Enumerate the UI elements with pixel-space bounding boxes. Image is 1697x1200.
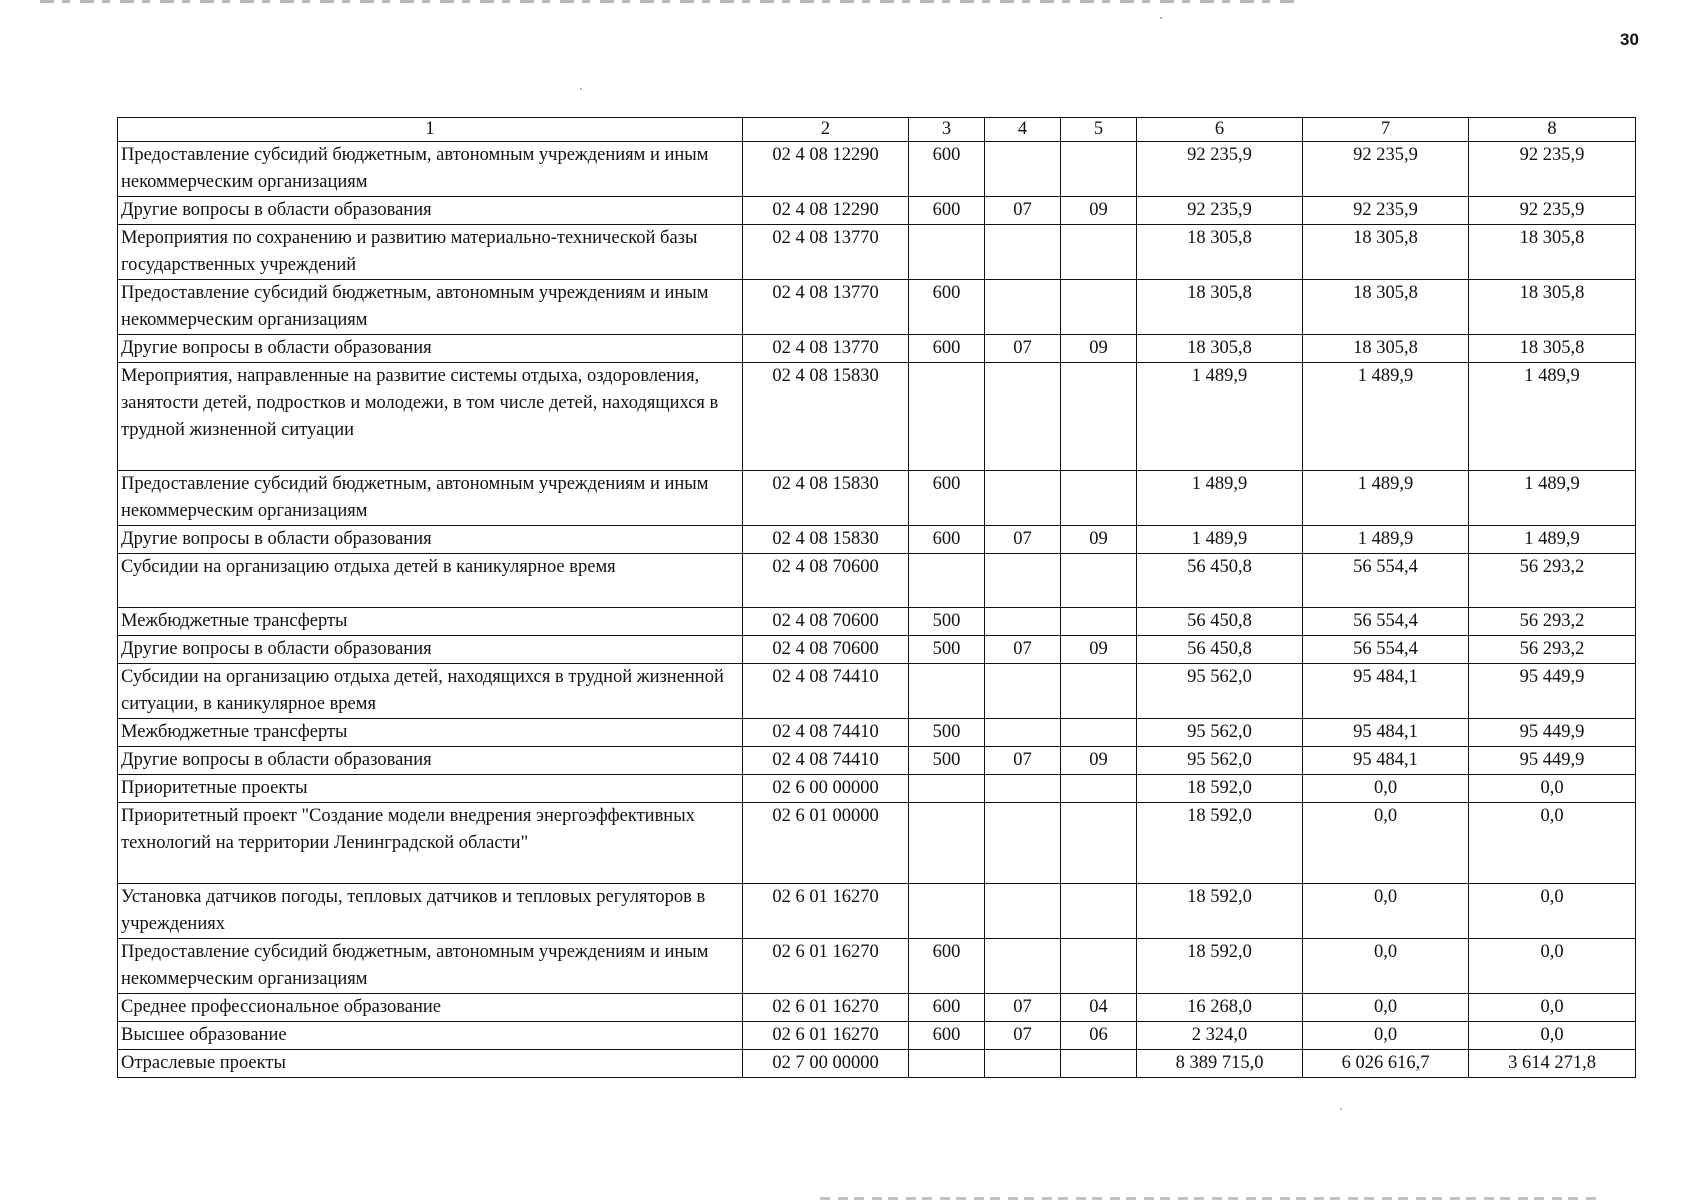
cell-value: 56 450,8 <box>1137 636 1303 664</box>
table-row <box>118 719 1636 747</box>
cell-subsection <box>1061 664 1137 719</box>
cell-value: 95 484,1 <box>1303 664 1469 719</box>
cell-subsection <box>1061 939 1137 994</box>
header-cell: 7 <box>1303 118 1469 142</box>
cell-subsection <box>1061 719 1137 747</box>
header-cell: 3 <box>909 118 985 142</box>
header-row <box>118 118 1636 142</box>
cell-value: 1 489,9 <box>1469 526 1636 554</box>
cell-code: 02 4 08 15830 <box>743 526 909 554</box>
table-row <box>118 608 1636 636</box>
cell-subsection: 09 <box>1061 197 1137 225</box>
cell-value: 1 489,9 <box>1303 471 1469 526</box>
cell-code: 02 6 01 16270 <box>743 939 909 994</box>
table-row <box>118 280 1636 335</box>
table-row <box>118 335 1636 363</box>
cell-type: 600 <box>909 1022 985 1050</box>
cell-type: 600 <box>909 335 985 363</box>
header-cell: 1 <box>118 118 743 142</box>
cell-code: 02 7 00 00000 <box>743 1050 909 1078</box>
cell-value: 6 026 616,7 <box>1303 1050 1469 1078</box>
cell-section <box>985 803 1061 884</box>
cell-value: 1 489,9 <box>1303 363 1469 471</box>
header-cell: 8 <box>1469 118 1636 142</box>
table-row <box>118 142 1636 197</box>
table-row <box>118 884 1636 939</box>
cell-value: 18 305,8 <box>1469 335 1636 363</box>
cell-section: 07 <box>985 994 1061 1022</box>
cell-value: 92 235,9 <box>1303 142 1469 197</box>
cell-value: 56 554,4 <box>1303 636 1469 664</box>
cell-code: 02 4 08 74410 <box>743 719 909 747</box>
cell-name: Другие вопросы в области образования <box>118 335 743 363</box>
cell-value: 95 449,9 <box>1469 747 1636 775</box>
cell-section <box>985 554 1061 608</box>
cell-value: 18 305,8 <box>1303 280 1469 335</box>
cell-code: 02 4 08 15830 <box>743 471 909 526</box>
cell-value: 92 235,9 <box>1137 197 1303 225</box>
scan-speck <box>1160 17 1162 19</box>
cell-code: 02 4 08 74410 <box>743 747 909 775</box>
cell-value: 0,0 <box>1303 994 1469 1022</box>
cell-subsection <box>1061 775 1137 803</box>
cell-type <box>909 803 985 884</box>
cell-value: 18 592,0 <box>1137 939 1303 994</box>
cell-type: 500 <box>909 608 985 636</box>
table-row <box>118 554 1636 608</box>
table-body <box>118 142 1636 1078</box>
cell-type <box>909 884 985 939</box>
header-cell: 5 <box>1061 118 1137 142</box>
budget-table <box>117 117 1636 1078</box>
cell-name: Межбюджетные трансферты <box>118 608 743 636</box>
cell-subsection: 09 <box>1061 747 1137 775</box>
cell-value: 1 489,9 <box>1137 471 1303 526</box>
cell-code: 02 4 08 70600 <box>743 608 909 636</box>
cell-subsection <box>1061 608 1137 636</box>
cell-value: 18 305,8 <box>1469 280 1636 335</box>
cell-value: 56 554,4 <box>1303 608 1469 636</box>
cell-type: 600 <box>909 197 985 225</box>
cell-section: 07 <box>985 747 1061 775</box>
cell-subsection: 06 <box>1061 1022 1137 1050</box>
table-row <box>118 664 1636 719</box>
cell-code: 02 4 08 13770 <box>743 280 909 335</box>
cell-value: 0,0 <box>1469 994 1636 1022</box>
cell-code: 02 4 08 70600 <box>743 554 909 608</box>
cell-value: 1 489,9 <box>1137 363 1303 471</box>
table-row <box>118 803 1636 884</box>
table-row <box>118 994 1636 1022</box>
cell-value: 18 305,8 <box>1303 225 1469 280</box>
cell-type <box>909 664 985 719</box>
cell-type: 500 <box>909 719 985 747</box>
cell-subsection <box>1061 1050 1137 1078</box>
cell-value: 56 450,8 <box>1137 608 1303 636</box>
cell-code: 02 4 08 13770 <box>743 225 909 280</box>
cell-type <box>909 1050 985 1078</box>
header-cell: 2 <box>743 118 909 142</box>
cell-value: 95 562,0 <box>1137 719 1303 747</box>
cell-subsection <box>1061 803 1137 884</box>
cell-value: 18 305,8 <box>1303 335 1469 363</box>
cell-name: Предоставление субсидий бюджетным, автономным учреждениям и иным некоммерческим организациям <box>118 280 743 335</box>
cell-name: Межбюджетные трансферты <box>118 719 743 747</box>
cell-name: Высшее образование <box>118 1022 743 1050</box>
cell-value: 95 562,0 <box>1137 747 1303 775</box>
cell-type: 600 <box>909 526 985 554</box>
header-cell: 4 <box>985 118 1061 142</box>
cell-section <box>985 225 1061 280</box>
cell-value: 95 562,0 <box>1137 664 1303 719</box>
cell-code: 02 4 08 15830 <box>743 363 909 471</box>
cell-value: 95 449,9 <box>1469 664 1636 719</box>
cell-value: 56 554,4 <box>1303 554 1469 608</box>
cell-value: 18 305,8 <box>1469 225 1636 280</box>
scan-speck <box>580 88 582 90</box>
cell-value: 18 305,8 <box>1137 225 1303 280</box>
scan-edge-top <box>40 0 1300 3</box>
table-header <box>118 118 1636 142</box>
cell-section: 07 <box>985 197 1061 225</box>
cell-subsection <box>1061 225 1137 280</box>
cell-value: 16 268,0 <box>1137 994 1303 1022</box>
cell-section <box>985 939 1061 994</box>
table-row <box>118 526 1636 554</box>
cell-section <box>985 142 1061 197</box>
cell-value: 0,0 <box>1469 1022 1636 1050</box>
cell-value: 1 489,9 <box>1469 471 1636 526</box>
cell-name: Субсидии на организацию отдыха детей в каникулярное время <box>118 554 743 608</box>
cell-type: 600 <box>909 939 985 994</box>
cell-code: 02 6 01 00000 <box>743 803 909 884</box>
cell-name: Субсидии на организацию отдыха детей, находящихся в трудной жизненной ситуации, в каникулярное время <box>118 664 743 719</box>
cell-type: 500 <box>909 636 985 664</box>
cell-section <box>985 608 1061 636</box>
cell-subsection: 04 <box>1061 994 1137 1022</box>
cell-section: 07 <box>985 636 1061 664</box>
cell-value: 95 484,1 <box>1303 719 1469 747</box>
cell-name: Мероприятия, направленные на развитие системы отдыха, оздоровления, занятости детей, подростков и молодежи, в том числе детей, находящихся в трудной жизненной ситуации <box>118 363 743 471</box>
cell-code: 02 4 08 13770 <box>743 335 909 363</box>
cell-value: 56 450,8 <box>1137 554 1303 608</box>
cell-section <box>985 471 1061 526</box>
cell-code: 02 4 08 70600 <box>743 636 909 664</box>
cell-value: 3 614 271,8 <box>1469 1050 1636 1078</box>
cell-section <box>985 884 1061 939</box>
table-row <box>118 471 1636 526</box>
cell-value: 18 592,0 <box>1137 884 1303 939</box>
cell-type <box>909 225 985 280</box>
cell-subsection <box>1061 363 1137 471</box>
cell-value: 0,0 <box>1303 775 1469 803</box>
cell-section: 07 <box>985 1022 1061 1050</box>
cell-subsection <box>1061 471 1137 526</box>
cell-code: 02 4 08 12290 <box>743 142 909 197</box>
table-row <box>118 939 1636 994</box>
cell-value: 92 235,9 <box>1137 142 1303 197</box>
cell-value: 0,0 <box>1469 775 1636 803</box>
cell-value: 0,0 <box>1303 1022 1469 1050</box>
cell-name: Мероприятия по сохранению и развитию материально-технической базы государственных учреждений <box>118 225 743 280</box>
cell-value: 92 235,9 <box>1469 197 1636 225</box>
cell-name: Установка датчиков погоды, тепловых датчиков и тепловых регуляторов в учреждениях <box>118 884 743 939</box>
cell-value: 1 489,9 <box>1469 363 1636 471</box>
cell-value: 56 293,2 <box>1469 608 1636 636</box>
cell-value: 18 305,8 <box>1137 335 1303 363</box>
cell-type: 500 <box>909 747 985 775</box>
cell-section <box>985 775 1061 803</box>
cell-value: 0,0 <box>1469 803 1636 884</box>
table-row <box>118 1050 1636 1078</box>
cell-section <box>985 363 1061 471</box>
cell-subsection <box>1061 554 1137 608</box>
cell-name: Предоставление субсидий бюджетным, автономным учреждениям и иным некоммерческим организациям <box>118 142 743 197</box>
cell-name: Предоставление субсидий бюджетным, автономным учреждениям и иным некоммерческим организациям <box>118 939 743 994</box>
table-row <box>118 636 1636 664</box>
header-cell: 6 <box>1137 118 1303 142</box>
cell-subsection: 09 <box>1061 335 1137 363</box>
table-row <box>118 775 1636 803</box>
cell-value: 18 592,0 <box>1137 803 1303 884</box>
cell-name: Отраслевые проекты <box>118 1050 743 1078</box>
cell-value: 0,0 <box>1469 884 1636 939</box>
cell-code: 02 6 01 16270 <box>743 1022 909 1050</box>
cell-value: 92 235,9 <box>1303 197 1469 225</box>
cell-name: Среднее профессиональное образование <box>118 994 743 1022</box>
cell-code: 02 4 08 12290 <box>743 197 909 225</box>
cell-code: 02 6 00 00000 <box>743 775 909 803</box>
cell-code: 02 6 01 16270 <box>743 884 909 939</box>
cell-type <box>909 363 985 471</box>
cell-value: 1 489,9 <box>1137 526 1303 554</box>
cell-section <box>985 719 1061 747</box>
cell-name: Приоритетные проекты <box>118 775 743 803</box>
cell-value: 1 489,9 <box>1303 526 1469 554</box>
cell-type <box>909 775 985 803</box>
cell-name: Другие вопросы в области образования <box>118 636 743 664</box>
cell-value: 92 235,9 <box>1469 142 1636 197</box>
cell-value: 56 293,2 <box>1469 636 1636 664</box>
cell-type <box>909 554 985 608</box>
cell-value: 18 592,0 <box>1137 775 1303 803</box>
cell-subsection: 09 <box>1061 526 1137 554</box>
cell-name: Другие вопросы в области образования <box>118 197 743 225</box>
table-row <box>118 1022 1636 1050</box>
cell-name: Приоритетный проект "Создание модели внедрения энергоэффективных технологий на территории Ленинградской области" <box>118 803 743 884</box>
cell-value: 95 449,9 <box>1469 719 1636 747</box>
table-row <box>118 225 1636 280</box>
cell-subsection: 09 <box>1061 636 1137 664</box>
cell-value: 0,0 <box>1303 803 1469 884</box>
cell-section <box>985 280 1061 335</box>
cell-code: 02 4 08 74410 <box>743 664 909 719</box>
cell-type: 600 <box>909 994 985 1022</box>
cell-section <box>985 1050 1061 1078</box>
cell-value: 18 305,8 <box>1137 280 1303 335</box>
cell-name: Другие вопросы в области образования <box>118 747 743 775</box>
table-row <box>118 747 1636 775</box>
cell-code: 02 6 01 16270 <box>743 994 909 1022</box>
cell-name: Другие вопросы в области образования <box>118 526 743 554</box>
cell-subsection <box>1061 280 1137 335</box>
cell-value: 56 293,2 <box>1469 554 1636 608</box>
cell-section <box>985 664 1061 719</box>
page-number: 30 <box>1620 30 1639 49</box>
cell-section: 07 <box>985 335 1061 363</box>
cell-name: Предоставление субсидий бюджетным, автономным учреждениям и иным некоммерческим организациям <box>118 471 743 526</box>
scan-speck <box>1340 1108 1342 1110</box>
cell-subsection <box>1061 142 1137 197</box>
cell-value: 2 324,0 <box>1137 1022 1303 1050</box>
cell-type: 600 <box>909 280 985 335</box>
cell-type: 600 <box>909 142 985 197</box>
cell-value: 0,0 <box>1303 884 1469 939</box>
table-row <box>118 363 1636 471</box>
cell-subsection <box>1061 884 1137 939</box>
cell-section: 07 <box>985 526 1061 554</box>
cell-value: 0,0 <box>1303 939 1469 994</box>
table-row <box>118 197 1636 225</box>
cell-type: 600 <box>909 471 985 526</box>
cell-value: 0,0 <box>1469 939 1636 994</box>
cell-value: 8 389 715,0 <box>1137 1050 1303 1078</box>
cell-value: 95 484,1 <box>1303 747 1469 775</box>
